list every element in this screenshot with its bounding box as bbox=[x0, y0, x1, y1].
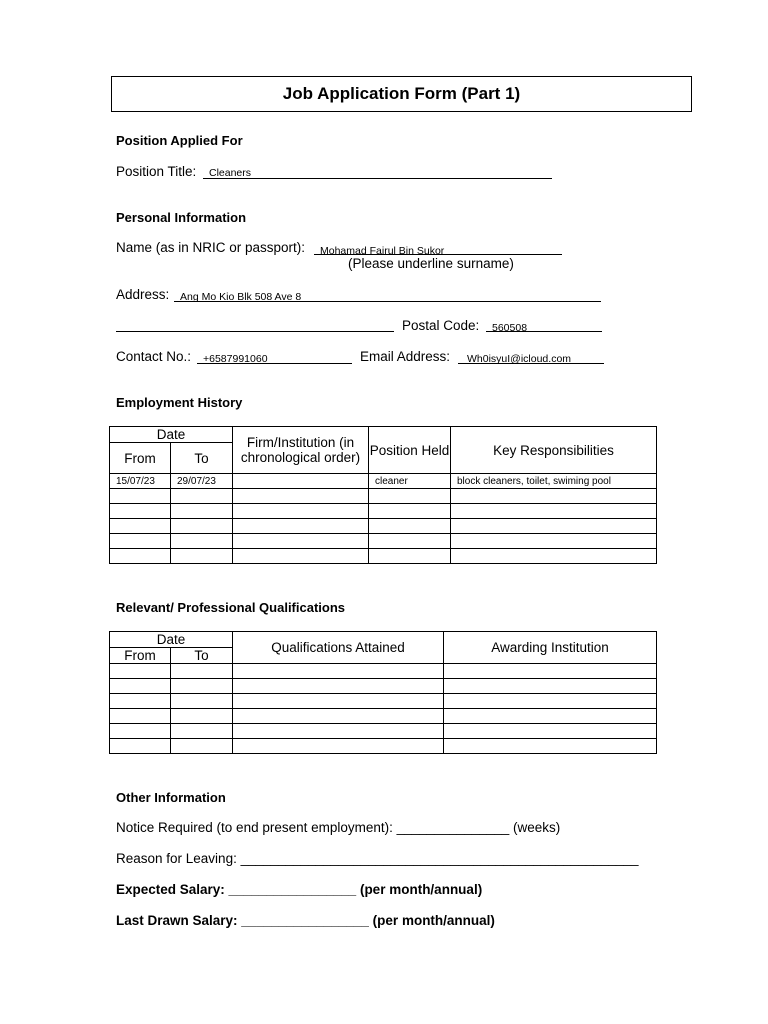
table-cell[interactable] bbox=[444, 739, 657, 754]
table-cell[interactable] bbox=[110, 534, 171, 549]
qualifications-section-heading: Relevant/ Professional Qualifications bbox=[116, 600, 346, 615]
table-cell[interactable] bbox=[110, 724, 171, 739]
last-drawn-salary-field[interactable]: Last Drawn Salary: _________________ (per month/annual) bbox=[116, 913, 495, 928]
qual-date-header: Date bbox=[110, 632, 233, 648]
table-cell[interactable] bbox=[444, 679, 657, 694]
other-section-heading: Other Information bbox=[116, 790, 226, 805]
form-title: Job Application Form (Part 1) bbox=[111, 76, 692, 112]
table-cell[interactable] bbox=[369, 519, 451, 534]
table-cell[interactable] bbox=[171, 549, 233, 564]
table-cell[interactable]: 15/07/23 bbox=[110, 474, 171, 489]
table-cell[interactable] bbox=[110, 709, 171, 724]
table-cell[interactable] bbox=[233, 504, 369, 519]
table-cell[interactable] bbox=[171, 709, 233, 724]
table-cell[interactable] bbox=[110, 549, 171, 564]
postal-code-value: 560508 bbox=[492, 322, 528, 334]
table-cell[interactable] bbox=[171, 694, 233, 709]
name-label: Name (as in NRIC or passport): bbox=[116, 240, 306, 255]
table-cell[interactable] bbox=[110, 739, 171, 754]
table-cell[interactable] bbox=[110, 679, 171, 694]
table-cell[interactable] bbox=[369, 504, 451, 519]
table-cell[interactable] bbox=[233, 664, 444, 679]
table-cell[interactable] bbox=[171, 489, 233, 504]
table-cell[interactable] bbox=[171, 504, 233, 519]
table-cell[interactable] bbox=[171, 534, 233, 549]
responsibilities-header: Key Responsibilities bbox=[451, 427, 657, 474]
table-cell[interactable] bbox=[233, 679, 444, 694]
position-title-value: Cleaners bbox=[209, 167, 252, 179]
address-label: Address: bbox=[116, 287, 170, 302]
table-cell[interactable] bbox=[444, 709, 657, 724]
position-section-heading: Position Applied For bbox=[116, 133, 243, 148]
email-label: Email Address: bbox=[360, 349, 451, 364]
to-header: To bbox=[171, 443, 233, 474]
awarding-institution-header: Awarding Institution bbox=[444, 632, 657, 664]
table-cell[interactable] bbox=[233, 709, 444, 724]
from-header: From bbox=[110, 443, 171, 474]
date-header: Date bbox=[110, 427, 233, 443]
table-cell[interactable] bbox=[233, 724, 444, 739]
table-cell[interactable] bbox=[110, 694, 171, 709]
table-cell[interactable] bbox=[171, 739, 233, 754]
table-row bbox=[110, 739, 657, 754]
table-cell[interactable] bbox=[369, 549, 451, 564]
table-row bbox=[110, 724, 657, 739]
table-cell[interactable] bbox=[110, 664, 171, 679]
qualifications-attained-header: Qualifications Attained bbox=[233, 632, 444, 664]
table-cell[interactable] bbox=[110, 489, 171, 504]
table-cell[interactable] bbox=[369, 534, 451, 549]
table-cell[interactable] bbox=[233, 519, 369, 534]
table-row bbox=[110, 709, 657, 724]
qualifications-table bbox=[109, 631, 657, 754]
table-row bbox=[110, 474, 657, 489]
table-cell[interactable]: cleaner bbox=[369, 474, 451, 489]
table-cell[interactable] bbox=[233, 549, 369, 564]
table-cell[interactable] bbox=[369, 489, 451, 504]
qual-to-header: To bbox=[171, 648, 233, 664]
table-row bbox=[110, 489, 657, 504]
table-row bbox=[110, 534, 657, 549]
notice-required-field[interactable]: Notice Required (to end present employment): _______________ (weeks) bbox=[116, 820, 561, 835]
table-cell[interactable] bbox=[233, 474, 369, 489]
expected-salary-field[interactable]: Expected Salary: _________________ (per month/annual) bbox=[116, 882, 483, 897]
position-title-label: Position Title: bbox=[116, 164, 197, 179]
name-note: (Please underline surname) bbox=[348, 256, 514, 271]
table-row bbox=[110, 679, 657, 694]
table-row bbox=[110, 504, 657, 519]
contact-label: Contact No.: bbox=[116, 349, 192, 364]
table-cell[interactable] bbox=[451, 504, 657, 519]
contact-value: +6587991060 bbox=[203, 353, 268, 365]
table-cell[interactable] bbox=[171, 724, 233, 739]
position-header: Position Held bbox=[369, 427, 451, 474]
table-cell[interactable] bbox=[233, 694, 444, 709]
employment-history-table bbox=[109, 426, 657, 564]
employment-section-heading: Employment History bbox=[116, 395, 243, 410]
table-cell[interactable] bbox=[451, 519, 657, 534]
table-row bbox=[110, 519, 657, 534]
email-value: Wh0isyuI@icloud.com bbox=[467, 353, 572, 365]
table-row bbox=[110, 694, 657, 709]
table-cell[interactable] bbox=[233, 534, 369, 549]
table-cell[interactable] bbox=[451, 549, 657, 564]
position-title-field[interactable] bbox=[203, 178, 552, 179]
table-cell[interactable] bbox=[444, 664, 657, 679]
table-cell[interactable] bbox=[171, 664, 233, 679]
qual-from-header: From bbox=[110, 648, 171, 664]
personal-section-heading: Personal Information bbox=[116, 210, 247, 225]
table-row bbox=[110, 549, 657, 564]
table-cell[interactable] bbox=[110, 519, 171, 534]
postal-code-label: Postal Code: bbox=[402, 318, 480, 333]
table-cell[interactable] bbox=[171, 679, 233, 694]
firm-header: Firm/Institution (in chronological order) bbox=[233, 427, 369, 474]
table-cell[interactable] bbox=[233, 489, 369, 504]
table-cell[interactable] bbox=[444, 694, 657, 709]
address-line-2-field[interactable] bbox=[116, 331, 394, 332]
table-row bbox=[110, 664, 657, 679]
table-cell[interactable]: block cleaners, toilet, swiming pool bbox=[451, 474, 657, 489]
table-cell[interactable]: 29/07/23 bbox=[171, 474, 233, 489]
table-cell[interactable] bbox=[110, 504, 171, 519]
table-cell[interactable] bbox=[451, 489, 657, 504]
reason-for-leaving-field[interactable]: Reason for Leaving: _____________________________________________________ bbox=[116, 851, 639, 866]
table-cell[interactable] bbox=[171, 519, 233, 534]
table-cell[interactable] bbox=[233, 739, 444, 754]
name-value: Mohamad Fairul Bin Sukor bbox=[320, 245, 445, 257]
address-value: Ang Mo Kio Blk 508 Ave 8 bbox=[180, 291, 302, 303]
table-cell[interactable] bbox=[444, 724, 657, 739]
table-cell[interactable] bbox=[451, 534, 657, 549]
